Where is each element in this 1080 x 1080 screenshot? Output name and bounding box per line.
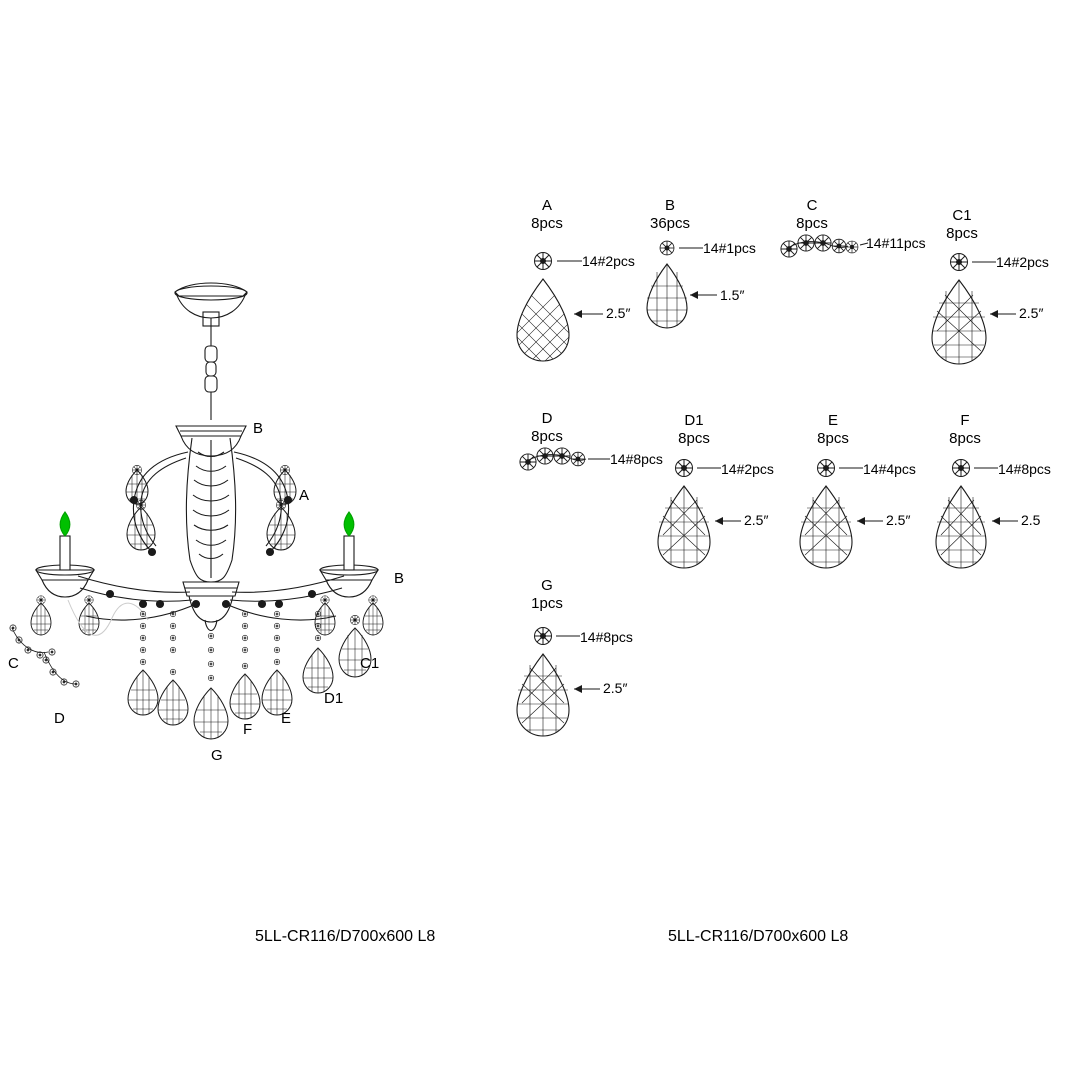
part-d1-top-callout: 14#2pcs <box>721 461 774 477</box>
part-g-title: G <box>541 577 553 594</box>
part-f-top-callout: 14#8pcs <box>998 461 1051 477</box>
assembly-callout-d: D <box>54 710 65 727</box>
assembly-callout-d1: D1 <box>324 690 344 707</box>
part-f-size-callout: 2.5 <box>1021 512 1041 528</box>
part-c1-qty: 8pcs <box>946 225 978 242</box>
part-f-qty: 8pcs <box>949 430 981 447</box>
part-b-size-callout: 1.5″ <box>720 287 745 303</box>
assembly-callout-c1: C1 <box>360 655 380 672</box>
part-a-top-callout: 14#2pcs <box>582 253 635 269</box>
parts-legend-graphics <box>503 235 1018 736</box>
part-d-qty: 8pcs <box>531 428 563 445</box>
part-b-title: B <box>664 197 675 214</box>
part-d1-title: D1 <box>684 412 704 429</box>
part-c-qty: 8pcs <box>796 215 828 232</box>
part-g-top-callout: 14#8pcs <box>580 629 633 645</box>
assembly-callout-b-upper: B <box>253 420 264 437</box>
part-d-title: D <box>541 410 553 427</box>
part-c-title: C <box>806 197 818 214</box>
part-c-top-callout: 14#11pcs <box>866 235 926 251</box>
part-b-qty: 36pcs <box>649 215 691 232</box>
caption-left-model: 5LL-CR116/D700x600 L8 <box>255 928 436 945</box>
assembly-callout-e: E <box>281 710 292 727</box>
assembly-callout-c: C <box>8 655 19 672</box>
part-a-title: A <box>541 197 552 214</box>
assembly-callout-f: F <box>243 721 253 738</box>
part-e-title: E <box>827 412 838 429</box>
assembly-callout-a: A <box>299 487 310 504</box>
assembly-callout-g: G <box>211 747 223 764</box>
part-d1-qty: 8pcs <box>678 430 710 447</box>
part-e-size-callout: 2.5″ <box>886 512 911 528</box>
part-f-title: F <box>960 412 970 429</box>
part-c1-title: C1 <box>952 207 972 224</box>
part-d1-size-callout: 2.5″ <box>744 512 769 528</box>
part-e-qty: 8pcs <box>817 430 849 447</box>
part-c1-top-callout: 14#2pcs <box>996 254 1049 270</box>
part-a-qty: 8pcs <box>531 215 563 232</box>
part-a-size-callout: 2.5″ <box>606 305 631 321</box>
part-b-top-callout: 14#1pcs <box>703 240 756 256</box>
part-g-qty: 1pcs <box>531 595 563 612</box>
part-g-size-callout: 2.5″ <box>603 680 628 696</box>
assembly-callout-b-lower: B <box>394 570 405 587</box>
part-c1-size-callout: 2.5″ <box>1019 305 1044 321</box>
caption-right-model: 5LL-CR116/D700x600 L8 <box>668 928 849 945</box>
part-d-top-callout: 14#8pcs <box>610 451 663 467</box>
part-e-top-callout: 14#4pcs <box>863 461 916 477</box>
